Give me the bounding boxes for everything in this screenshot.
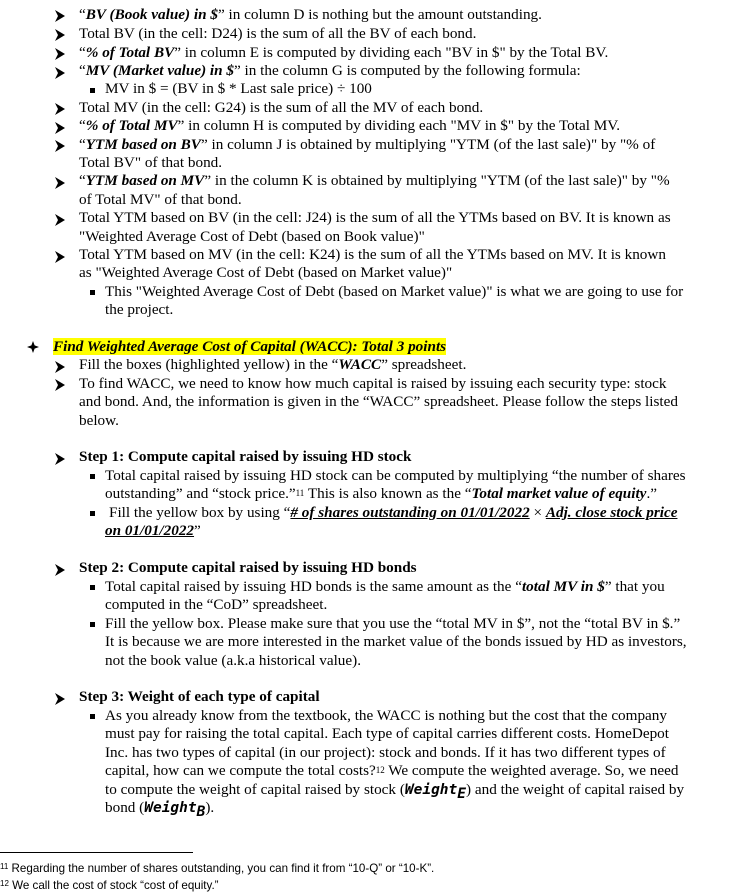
text-line: Total MV (in the cell: G24) is the sum of all the MV of each bond.: [79, 99, 484, 116]
arrow-bullet-icon: [55, 10, 65, 22]
text-line: to compute the weight of capital raised by stock (Weight$_E$) and the weight of capital raised by: [105, 781, 685, 803]
text-line: To find WACC, we need to know how much capital is raised by issuing each security type: stock: [79, 375, 667, 392]
arrow-bullet-icon: [55, 103, 65, 115]
footnote-separator: [0, 852, 193, 853]
text-line: Fill the boxes (highlighted yellow) in the “WACC” spreadsheet.: [79, 356, 467, 373]
arrow-bullet-icon: [55, 379, 65, 391]
footnote: $^{12}$ We call the cost of stock “cost of equity.”: [0, 879, 219, 892]
text-line: “YTM based on MV” in the column K is obtained by multiplying "YTM (of the last sale)" by "%: [79, 172, 670, 189]
arrow-bullet-icon: [55, 29, 65, 41]
text-line: Fill the yellow box by using “# of shares outstanding on 01/01/2022 × Adj. close stock price: [109, 504, 678, 521]
text-line: “% of Total MV” in column H is computed by dividing each "MV in $" by the Total MV.: [79, 117, 621, 134]
text-line: and bond. And, the information is given in the “WACC” spreadsheet. Please follow the steps listed: [79, 393, 678, 410]
arrow-bullet-icon: [55, 693, 65, 705]
square-bullet-icon: [90, 290, 95, 295]
text-line: "Weighted Average Cost of Debt (based on Book value)": [79, 228, 425, 245]
square-bullet-icon: [90, 622, 95, 627]
arrow-bullet-icon: [55, 48, 65, 60]
text-line: Inc. has two types of capital (in our project): stock and bonds. If it has two different types of: [105, 744, 666, 761]
text-line: the project.: [105, 301, 174, 318]
text-line: must pay for raising the total capital. Each type of capital carries different costs. HomeDepot: [105, 725, 669, 742]
section-heading: Find Weighted Average Cost of Capital (WACC): Total 3 points: [53, 338, 447, 355]
text-line: Total BV" of that bond.: [79, 154, 223, 171]
text-line: not the book value (a.k.a historical value).: [105, 652, 361, 669]
text-line: This "Weighted Average Cost of Debt (based on Market value)" is what we are going to use for: [105, 283, 684, 300]
step-heading: Step 2: Compute capital raised by issuing HD bonds: [79, 559, 417, 576]
text-line: Total capital raised by issuing HD bonds is the same amount as the “total MV in $” that you: [105, 578, 665, 595]
text-line: “% of Total BV” in column E is computed by dividing each "BV in $" by the Total BV.: [79, 44, 609, 61]
text-line: capital, how can we compute the total costs?$^{12}$ We compute the weighted average. So, we need: [105, 762, 679, 779]
text-line: as "Weighted Average Cost of Debt (based on Market value)": [79, 264, 453, 281]
text-line: outstanding” and “stock price.”$^{11}$ This is also known as the “Total market value of equity.”: [105, 485, 657, 502]
arrow-bullet-icon: [55, 122, 65, 134]
text-line: below.: [79, 412, 119, 429]
diamond-bullet-icon: [27, 341, 39, 353]
text-line: of Total MV" of that bond.: [79, 191, 242, 208]
square-bullet-icon: [90, 585, 95, 590]
square-bullet-icon: [90, 511, 95, 516]
square-bullet-icon: [90, 474, 95, 479]
step-heading: Step 3: Weight of each type of capital: [79, 688, 320, 705]
arrow-bullet-icon: [55, 140, 65, 152]
square-bullet-icon: [90, 714, 95, 719]
arrow-bullet-icon: [55, 251, 65, 263]
square-bullet-icon: [90, 88, 95, 93]
text-line: computed in the “CoD” spreadsheet.: [105, 596, 328, 613]
step-heading: Step 1: Compute capital raised by issuing HD stock: [79, 448, 412, 465]
text-line: As you already know from the textbook, the WACC is nothing but the cost that the company: [105, 707, 667, 724]
text-line: Total YTM based on MV (in the cell: K24) is the sum of all the YTMs based on MV. It is known: [79, 246, 666, 263]
text-line: MV in $ = (BV in $ * Last sale price) ÷ 100: [105, 80, 372, 97]
arrow-bullet-icon: [55, 177, 65, 189]
arrow-bullet-icon: [55, 564, 65, 576]
text-line: bond (Weight$_B$).: [105, 799, 215, 821]
arrow-bullet-icon: [55, 453, 65, 465]
arrow-bullet-icon: [55, 214, 65, 226]
arrow-bullet-icon: [55, 361, 65, 373]
arrow-bullet-icon: [55, 67, 65, 79]
text-line: “YTM based on BV” in column J is obtained by multiplying "YTM (of the last sale)" by "% of: [79, 136, 656, 153]
text-line: Fill the yellow box. Please make sure that you use the “total MV in $”, not the “total BV in $.”: [105, 615, 681, 632]
footnote: $^{11}$ Regarding the number of shares outstanding, you can find it from “10-Q” or “10-K”.: [0, 862, 435, 875]
text-line: “BV (Book value) in $” in column D is nothing but the amount outstanding.: [79, 6, 542, 23]
text-line: Total BV (in the cell: D24) is the sum of all the BV of each bond.: [79, 25, 477, 42]
text-line: Total YTM based on BV (in the cell: J24) is the sum of all the YTMs based on BV. It is known as: [79, 209, 671, 226]
text-line: It is because we are more interested in the market value of the bonds issued by HD as investors,: [105, 633, 687, 650]
text-line: Total capital raised by issuing HD stock can be computed by multiplying “the number of shares: [105, 467, 686, 484]
text-line: “MV (Market value) in $” in the column G is computed by the following formula:: [79, 62, 581, 79]
text-line: on 01/01/2022”: [105, 522, 201, 539]
